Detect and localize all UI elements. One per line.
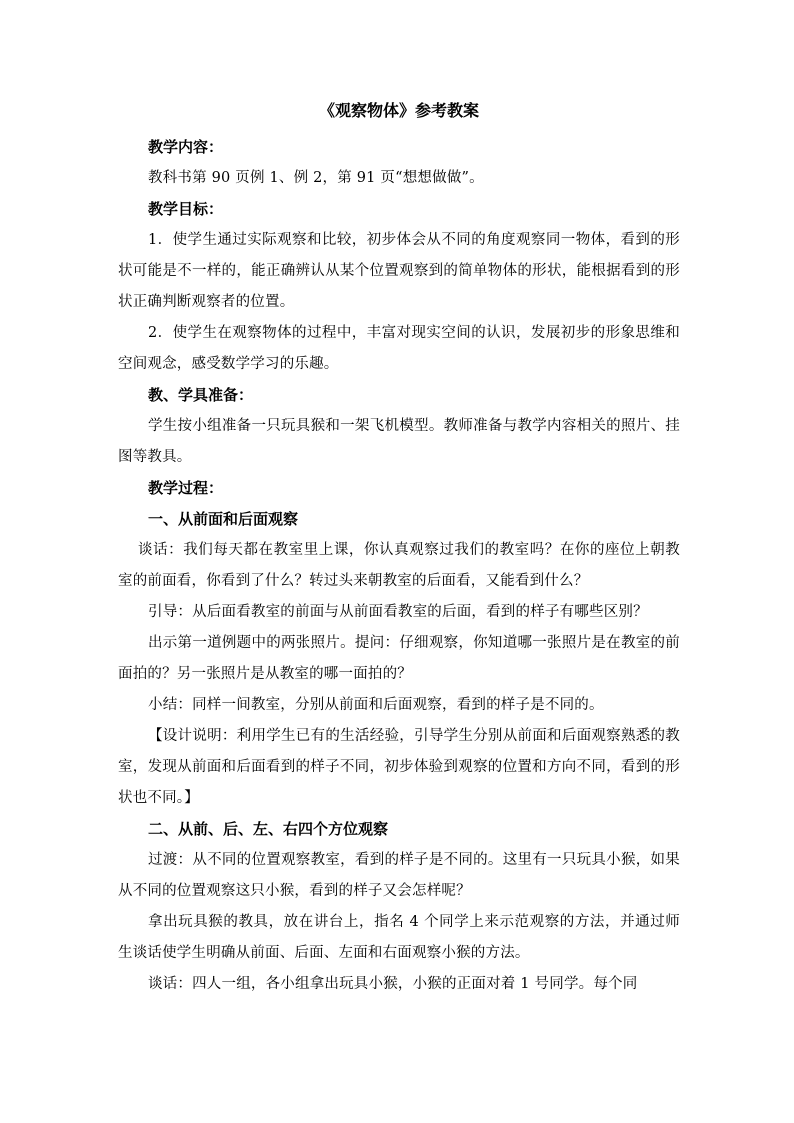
paragraph: 1．使学生通过实际观察和比较，初步体会从不同的角度观察同一物体，看到的形状可能是不一样的，能正确辨认从某个位置观察到的简单物体的形状，能根据看到的形状正确判断观察者的位置。 [118, 232, 680, 310]
paragraph: 拿出玩具猴的教具，放在讲台上，指名 4 个同学上来示范观察的方法，并通过师生谈话使学生明确从前面、后面、左面和右面观察小猴的方法。 [118, 914, 680, 961]
section-heading: 教学内容： [148, 138, 224, 156]
document-body [118, 96, 680, 1000]
paragraph: 引导：从后面看教室的前面与从前面看教室的后面，看到的样子有哪些区别？ [148, 604, 648, 620]
section-heading: 一、从前面和后面观察 [148, 510, 299, 528]
paragraph: 学生按小组准备一只玩具猴和一架飞机模型。教师准备与教学内容相关的照片、挂图等教具。 [118, 418, 680, 465]
paragraph: 教科书第 90 页例 1、例 2，第 91 页“想想做做”。 [148, 170, 484, 186]
section-heading: 教学目标： [148, 200, 224, 218]
paragraph: 谈话：我们每天都在教室里上课，你认真观察过我们的教室吗？在你的座位上朝教室的前面看，你看到了什么？转过头来朝教室的后面看，又能看到什么？ [118, 542, 680, 589]
paragraph: 过渡：从不同的位置观察教室，看到的样子是不同的。这里有一只玩具小猴，如果从不同的位置观察这只小猴，看到的样子又会怎样呢？ [118, 852, 680, 899]
document-title: 《观察物体》参考教案 [318, 101, 479, 120]
paragraph: 【设计说明：利用学生已有的生活经验，引导学生分别从前面和后面观察熟悉的教室，发现从前面和后面看到的样子不同，初步体验到观察的位置和方向不同，看到的形状也不同。】 [118, 728, 680, 806]
paragraph: 2．使学生在观察物体的过程中，丰富对现实空间的认识，发展初步的形象思维和空间观念，感受数学学习的乐趣。 [118, 325, 680, 372]
paragraph: 谈话：四人一组，各小组拿出玩具小猴，小猴的正面对着 1 号同学。每个同 [148, 976, 638, 992]
section-heading: 教、学具准备： [148, 386, 254, 404]
paragraph: 出示第一道例题中的两张照片。提问：仔细观察，你知道哪一张照片是在教室的前面拍的？另一张照片是从教室的哪一面拍的？ [118, 635, 680, 682]
section-heading: 教学过程： [148, 479, 224, 497]
document-sections [118, 132, 680, 1000]
section-heading: 二、从前、后、左、右四个方位观察 [148, 820, 389, 838]
paragraph: 小结：同样一间教室，分别从前面和后面观察，看到的样子是不同的。 [148, 697, 604, 713]
